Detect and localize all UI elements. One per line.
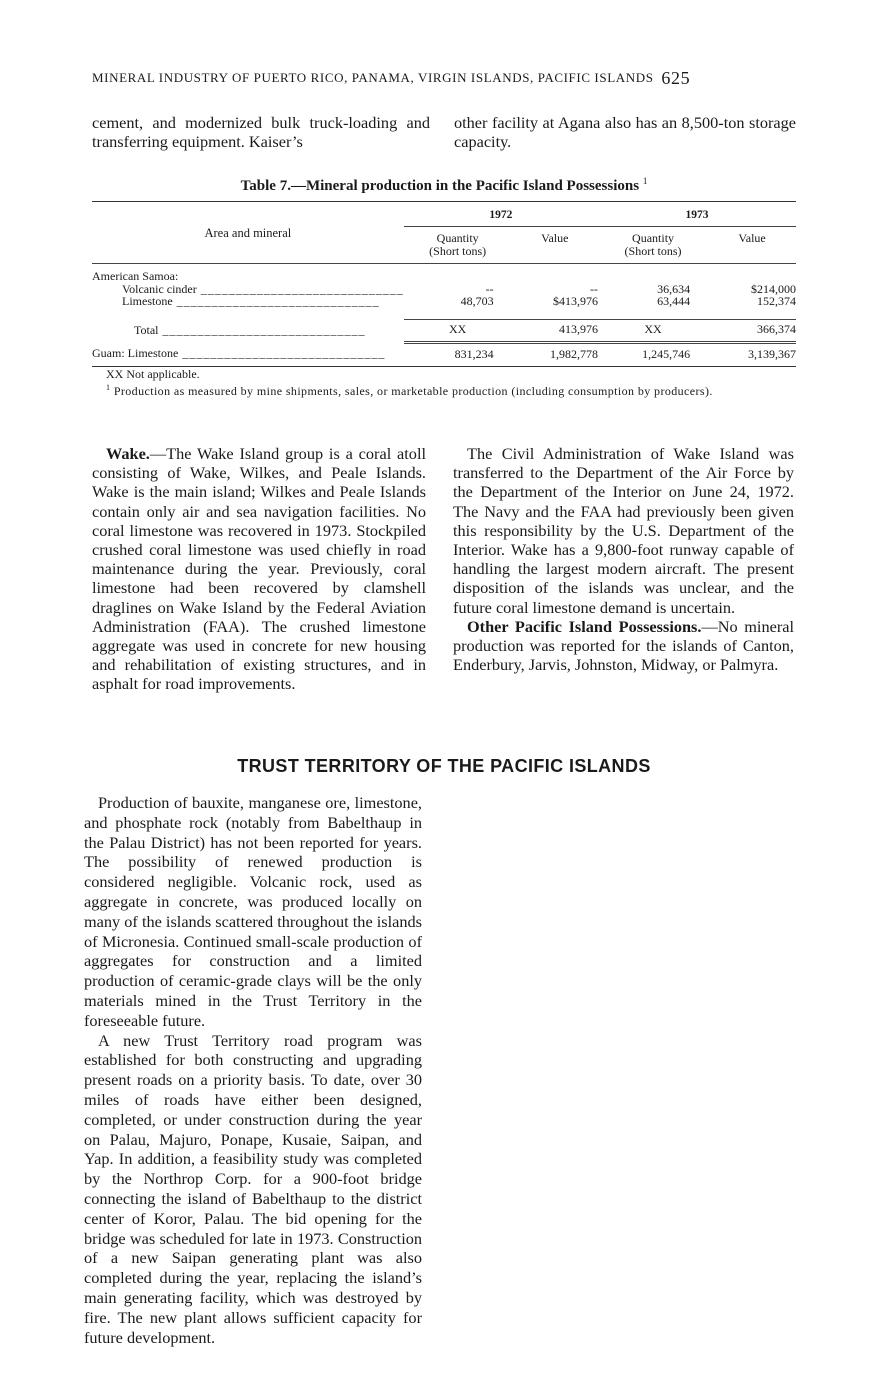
- cell-qty-1973: 63,444: [657, 294, 691, 309]
- row-group-label: American Samoa:: [92, 269, 179, 284]
- cell-value-1972: $413,976: [552, 294, 598, 309]
- table-row: [92, 264, 796, 283]
- running-header: [92, 66, 796, 87]
- col-header-qty-1972: Quantity (Short tons): [404, 227, 512, 264]
- table-header-years: [92, 202, 796, 227]
- cell-value-1973: 3,139,367: [708, 342, 796, 366]
- running-title: MINERAL INDUSTRY OF PUERTO RICO, PANAMA, VIRGIN ISLANDS, PACIFIC ISLANDS: [92, 70, 654, 85]
- footnote-xx: XX Not applicable.: [106, 367, 200, 381]
- other-possessions-paragraph: Other Pacific Island Possessions.—No mineral production was reported for the islands of Canton, Enderbury, Jarvis, Johnston, Midway, or Palmyra.: [453, 616, 794, 675]
- table-footnotes: [92, 368, 796, 398]
- row-label: Limestone: [122, 295, 173, 308]
- table-row: [92, 283, 796, 295]
- trust-left-column: [84, 793, 422, 1347]
- cell-qty-1973: 36,634: [657, 281, 691, 296]
- cell-qty-1972: --: [485, 281, 494, 296]
- trust-paragraph-1: Production of bauxite, manganese ore, limestone, and phosphate rock (notably from Babelthaup in the Palau District) has not been reported for years. The possibility of renewed production is considered negligible. Volcanic rock, used as aggregate in concrete, was produced locally on many of the islands scattered throughout the islands of Micronesia. Continued small-scale production of aggregates for construction and a limited production of ceramic-grade clays will be the only materials mined in the Trust Territory in the foreseeable future.: [84, 793, 422, 1030]
- intro-left-text: cement, and modernized bulk truck-loading and transferring equipment. Kaiser’s: [92, 113, 430, 152]
- col-header-qty-1973: Quantity (Short tons): [598, 227, 708, 264]
- col-header-1972: 1972: [404, 202, 598, 227]
- cell-qty-1972: 831,234: [404, 342, 512, 366]
- row-label: Total: [134, 323, 159, 337]
- col-header-value-1972: Value: [512, 227, 598, 264]
- cell-qty-1973: 1,245,746: [598, 342, 708, 366]
- wake-admin-paragraph: The Civil Administration of Wake Island was transferred to the Department of the Air Force by the Department of the Interior on June 24, 1972. The Navy and the FAA had previously been given this responsibility by the U.S. Department of the Interior. Wake has a 9,800-foot runway capable of handling the largest modern aircraft. The present disposition of the islands was unclear, and the future coral limestone demand is uncertain.: [453, 444, 794, 617]
- cell-value-1972: --: [589, 281, 598, 296]
- wake-heading: Wake.: [106, 444, 150, 463]
- table-row: [92, 295, 796, 320]
- intro-left-column: [92, 113, 430, 151]
- table-title-footnote-mark: 1: [642, 176, 648, 186]
- cell-qty-1973: XX: [598, 320, 708, 342]
- cell-value-1973: 152,374: [757, 294, 796, 309]
- col-header-value-1973: Value: [708, 227, 796, 264]
- footnote-1: $^1$ Production as measured by mine shipments, sales, or marketable production (including consumption by producers).: [106, 383, 713, 398]
- row-label: Guam: Limestone: [92, 347, 179, 360]
- cell-value-1972: 413,976: [512, 320, 598, 342]
- section-heading-trust-territory: TRUST TERRITORY OF THE PACIFIC ISLANDS: [237, 756, 651, 776]
- intro-right-column: [454, 113, 796, 151]
- col-header-area: Area and mineral: [92, 202, 404, 264]
- wake-paragraph: Wake.—The Wake Island group is a coral atoll consisting of Wake, Wilkes, and Peale Islands. Wake is the main island; Wilkes and Peale Islands contain only air and sea navigation facilities. No coral limestone was recovered in 1973. Stockpiled crushed coral limestone was used chiefly in road maintenance during the year. Previously, coral limestone had been recovered by clamshell draglines on Wake Island by the Federal Aviation Administration (FAA). The crushed limestone aggregate was used in concrete for new housing and rehabilitation of existing structures, and in asphalt for road improvements.: [92, 444, 426, 694]
- table-row: [92, 342, 796, 366]
- wake-column: [92, 444, 426, 694]
- wake-continued-column: [453, 444, 794, 674]
- trust-paragraph-2: A new Trust Territory road program was established for both constructing and upgrading present roads on a priority basis. To date, over 30 miles of roads have either been designed, completed, or under construction during the year on Palau, Majuro, Ponape, Kusaie, Saipan, and Yap. In addition, a feasibility study was completed by the Northrop Corp. for a 900-foot bridge connecting the island of Babelthaup to the district center of Koror, Palau. The bid opening for the bridge was scheduled for late in 1973. Construction of a new Saipan generating plant was also completed during the year, replacing the island’s main generating facility, which was destroyed by fire. The new plant allows sufficient capacity for future development.: [84, 1030, 422, 1347]
- page-number: 625: [661, 68, 691, 88]
- mineral-production-table: [92, 201, 796, 367]
- table-title: Table 7.—Mineral production in the Pacific Island Possessions $^1$: [240, 176, 648, 194]
- intro-right-text: other facility at Agana also has an 8,500-ton storage capacity.: [454, 113, 796, 152]
- cell-qty-1972: XX: [404, 320, 512, 342]
- col-header-1973: 1973: [598, 202, 796, 227]
- cell-value-1972: 1,982,778: [512, 342, 598, 366]
- other-possessions-heading: Other Pacific Island Possessions.: [467, 616, 702, 636]
- cell-qty-1972: 48,703: [460, 294, 494, 309]
- cell-value-1973: 366,374: [708, 320, 796, 342]
- row-label: Volcanic cinder: [122, 282, 197, 296]
- cell-value-1973: $214,000: [751, 281, 796, 296]
- table-row-total: [92, 320, 796, 342]
